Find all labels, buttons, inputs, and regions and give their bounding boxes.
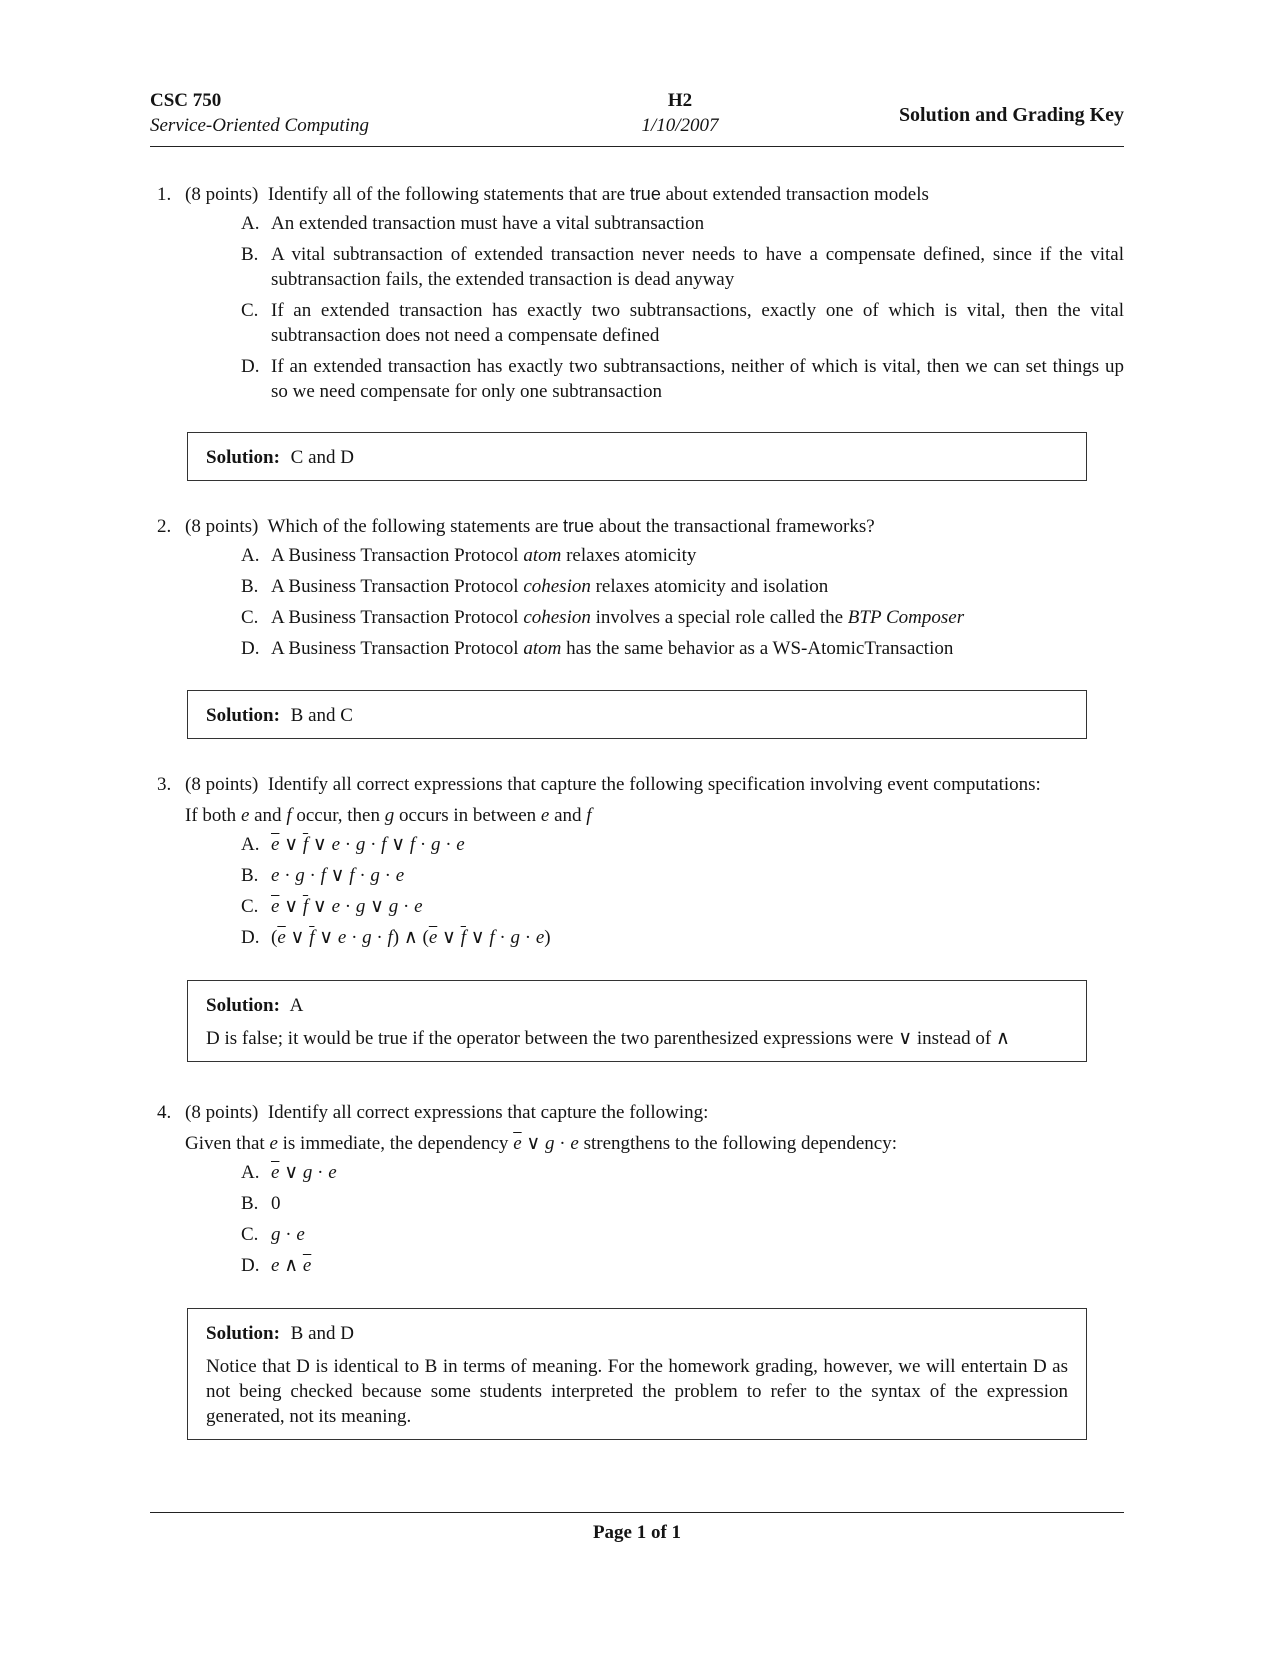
solution-box-2 bbox=[187, 690, 1087, 739]
solution-note: Notice that D is identical to B in terms of meaning. For the homework grading, however, we will entertain D as not being checked because some students interpreted the problem to refer to the syntax of the expression generated, not its meaning. bbox=[206, 1356, 1068, 1427]
option-a: A. $\overline{e}$ ∨ g · e bbox=[241, 1162, 337, 1183]
option-d: D. A Business Transaction Protocol atom has the same behavior as a WS-AtomicTransaction bbox=[241, 638, 954, 659]
question-4 bbox=[157, 1100, 1124, 1284]
header-rule bbox=[150, 146, 1124, 147]
solution-label: Solution: bbox=[206, 447, 280, 468]
question-points: (8 points) bbox=[185, 774, 259, 795]
option-c: C. If an extended transaction has exactly two subtransactions, exactly one of which is vital, then the vital subtransaction does not need a compensate defined bbox=[241, 300, 1124, 346]
question-points: (8 points) bbox=[185, 184, 259, 205]
specification: If both e and f occur, then g occurs in between e and f bbox=[185, 805, 592, 826]
solution-answer: B and C bbox=[290, 705, 353, 726]
prompt-keyword-true: true bbox=[629, 184, 661, 204]
question-number: 2. bbox=[157, 516, 172, 537]
assignment-date: 1/10/2007 bbox=[641, 115, 719, 136]
page-header bbox=[150, 88, 1124, 146]
course-name: Service-Oriented Computing bbox=[150, 115, 369, 136]
option-b: B. 0 bbox=[241, 1193, 281, 1214]
solution-box-4 bbox=[187, 1308, 1087, 1440]
question-prompt-end: about extended transaction models bbox=[665, 184, 929, 205]
course-code: CSC 750 bbox=[150, 90, 222, 111]
solution-answer: B and D bbox=[290, 1323, 354, 1344]
question-prompt: Identify all of the following statements that are bbox=[267, 184, 626, 205]
header-center bbox=[620, 88, 740, 138]
question-number: 4. bbox=[157, 1102, 172, 1123]
solution-label: Solution: bbox=[206, 995, 280, 1016]
option-a: A. $\overline{e}$ ∨ $\overline{f}$ ∨ e · g · f ∨ f · g · e bbox=[241, 834, 465, 855]
document-title: Solution and Grading Key bbox=[898, 104, 1124, 126]
solution-label: Solution: bbox=[206, 1323, 280, 1344]
assignment-id: H2 bbox=[667, 90, 693, 111]
option-b: B. e · g · f ∨ f · g · e bbox=[241, 865, 405, 886]
option-list bbox=[241, 543, 1124, 661]
question-prompt: Which of the following statements are bbox=[267, 516, 559, 537]
option-b: B. A vital subtransaction of extended transaction never needs to have a compensate defined, since if the vital subtransaction fails, the extended transaction is dead anyway bbox=[241, 244, 1124, 290]
question-points: (8 points) bbox=[185, 1102, 259, 1123]
solution-box-1 bbox=[187, 432, 1087, 481]
page-number: Page 1 of 1 bbox=[592, 1522, 682, 1543]
question-prompt: Identify all correct expressions that capture the following specification involving event computations: bbox=[267, 774, 1041, 795]
solution-box-3 bbox=[187, 980, 1087, 1062]
option-a: A. An extended transaction must have a vital subtransaction bbox=[241, 213, 705, 234]
footer-rule bbox=[150, 1512, 1124, 1513]
option-list bbox=[241, 832, 1124, 950]
question-prompt-end: about the transactional frameworks? bbox=[598, 516, 875, 537]
option-a: A. A Business Transaction Protocol atom relaxes atomicity bbox=[241, 545, 697, 566]
option-d: D. If an extended transaction has exactly two subtransactions, neither of which is vital, then we can set things up so we need compensate for only one subtransaction bbox=[241, 356, 1124, 402]
header-left bbox=[150, 88, 369, 138]
question-prompt: Identify all correct expressions that capture the following: bbox=[267, 1102, 709, 1123]
question-3 bbox=[157, 772, 1124, 956]
question-points: (8 points) bbox=[185, 516, 259, 537]
solution-label: Solution: bbox=[206, 705, 280, 726]
question-1 bbox=[157, 182, 1124, 410]
option-list bbox=[241, 211, 1124, 404]
option-c: C. g · e bbox=[241, 1224, 305, 1245]
option-d: D. ($\overline{e}$ ∨ $\overline{f}$ ∨ e · g · f) ∧ ($\overline{e}$ ∨ $\overline{f}$ ∨ f · g · e) bbox=[241, 927, 551, 948]
option-b: B. A Business Transaction Protocol cohesion relaxes atomicity and isolation bbox=[241, 576, 829, 597]
question-2 bbox=[157, 514, 1124, 667]
option-list bbox=[241, 1160, 1124, 1278]
prompt-keyword-true: true bbox=[563, 516, 595, 536]
solution-answer: C and D bbox=[290, 447, 354, 468]
question-number: 3. bbox=[157, 774, 172, 795]
option-c: C. A Business Transaction Protocol cohesion involves a special role called the BTP Composer bbox=[241, 607, 965, 628]
solution-answer: A bbox=[289, 995, 304, 1016]
option-d: D. e ∧ $\overline{e}$ bbox=[241, 1255, 312, 1276]
given-statement: Given that e is immediate, the dependency $\overline{e}$ ∨ g · e strengthens to the following dependency: bbox=[185, 1133, 897, 1154]
question-number: 1. bbox=[157, 184, 172, 205]
option-c: C. $\overline{e}$ ∨ $\overline{f}$ ∨ e · g ∨ g · e bbox=[241, 896, 423, 917]
solution-note: D is false; it would be true if the operator between the two parenthesized expressions were ∨ instead of ∧ bbox=[206, 1028, 1010, 1049]
